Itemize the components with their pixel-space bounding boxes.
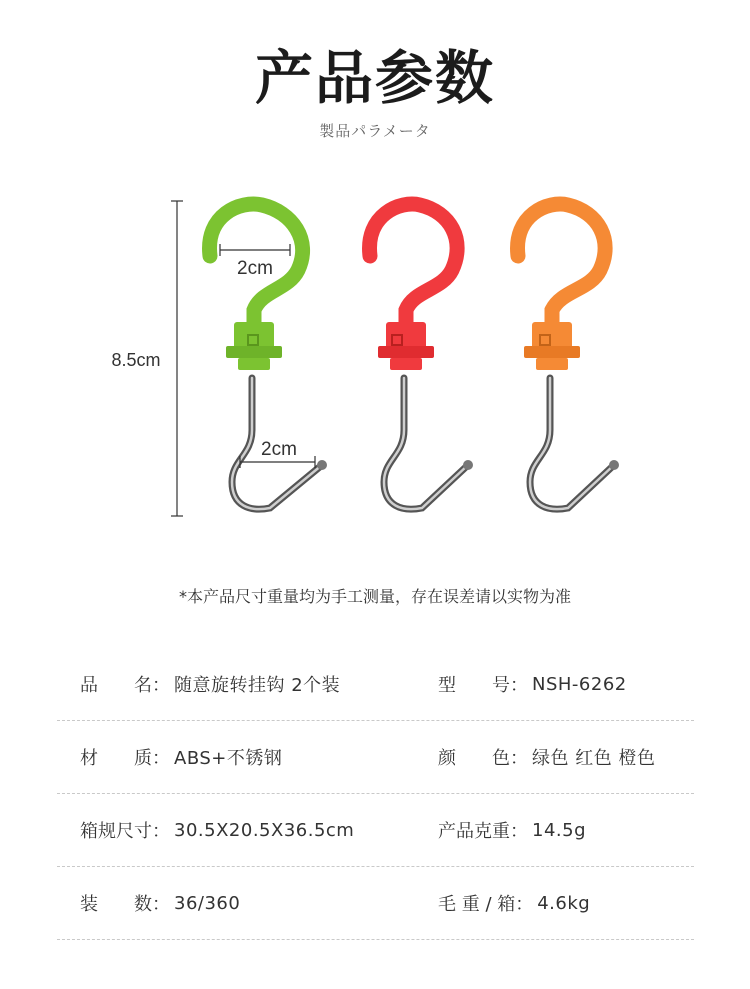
page-title: 产品参数	[254, 44, 495, 112]
spec-value: 36/360	[174, 892, 241, 914]
spec-row	[57, 721, 694, 794]
spec-material	[57, 744, 427, 770]
orange-hook	[518, 204, 619, 509]
spec-value: 30.5X20.5X36.5cm	[174, 819, 355, 841]
spec-value: 4.6kg	[537, 892, 591, 914]
spec-carton-size	[57, 817, 427, 843]
spec-gross-weight	[427, 890, 694, 916]
spec-row	[57, 648, 694, 721]
spec-label: 装 数：	[80, 894, 170, 915]
spec-label: 材 质：	[80, 748, 170, 769]
top-width-label: 2cm	[237, 258, 273, 279]
top-width-dimension	[220, 244, 290, 256]
spec-value: NSH-6262	[532, 673, 627, 695]
spec-label: 品 名：	[80, 675, 170, 696]
bottom-width-label: 2cm	[261, 439, 297, 460]
measurement-note: *本产品尺寸重量均为手工测量，存在误差请以实物为准	[178, 587, 571, 606]
height-dimension-line	[171, 201, 183, 516]
spec-row	[57, 867, 694, 940]
spec-label: 产品克重：	[438, 821, 528, 842]
spec-table	[57, 648, 694, 940]
spec-label: 颜 色：	[438, 748, 528, 769]
spec-label: 毛 重 / 箱：	[438, 894, 534, 915]
spec-value: 绿色 红色 橙色	[532, 748, 656, 769]
spec-quantity	[57, 890, 427, 916]
page-subtitle: 製品パラメータ	[319, 122, 431, 140]
spec-row	[57, 794, 694, 867]
spec-value: 14.5g	[532, 819, 587, 841]
spec-model	[427, 671, 694, 697]
spec-value: 随意旋转挂钩 2个装	[174, 675, 341, 696]
spec-color	[427, 744, 694, 770]
height-label: 8.5cm	[111, 350, 161, 370]
spec-product-name	[57, 671, 427, 697]
spec-product-weight	[427, 817, 694, 843]
spec-value: ABS+不锈钢	[174, 748, 283, 769]
spec-label: 型 号：	[438, 675, 528, 696]
red-hook	[370, 204, 473, 509]
spec-label: 箱规尺寸：	[80, 821, 170, 842]
